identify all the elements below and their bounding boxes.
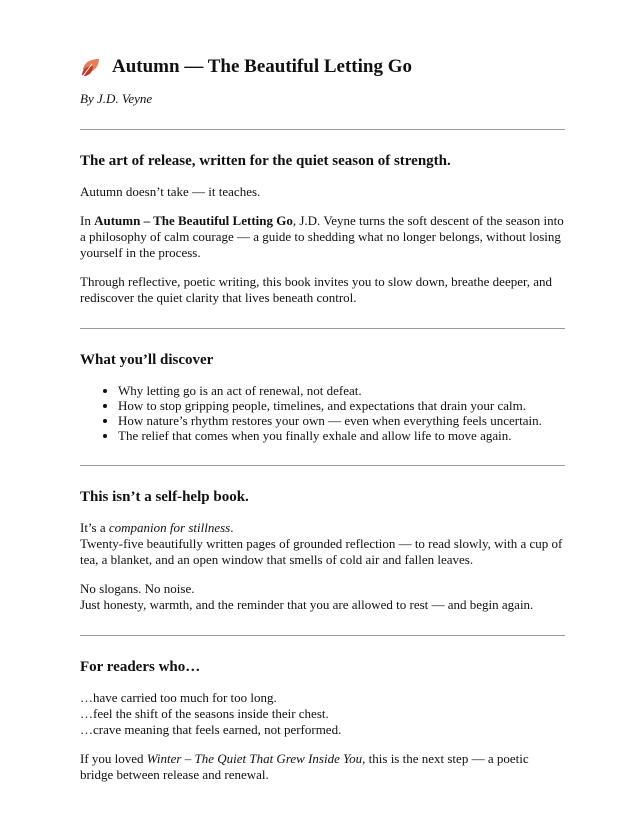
not-self-help-heading: This isn’t a self-help book. xyxy=(80,489,249,505)
stillness-prefix: It’s a xyxy=(80,520,109,535)
divider xyxy=(80,328,565,329)
readers-lines xyxy=(80,690,565,738)
divider xyxy=(80,465,565,466)
discover-list xyxy=(80,383,565,443)
stillness-emphasis: companion for stillness xyxy=(108,520,231,535)
list-item: • How to stop gripping people, timelines, and expectations that drain your calm. xyxy=(118,398,565,413)
not-self-help-section xyxy=(80,487,565,613)
book-title-winter: Winter – The Quiet That Grew Inside You xyxy=(146,751,363,766)
author-byline: By J.D. Veyne xyxy=(80,91,153,106)
divider xyxy=(80,635,565,636)
no-slogans-paragraph xyxy=(80,581,565,613)
list-item: • Why letting go is an act of renewal, not defeat. xyxy=(118,383,565,398)
title-row xyxy=(80,52,565,82)
list-item: • The relief that comes when you finally exhale and allow life to move again. xyxy=(118,428,565,443)
intro-p2-rest: , J.D. Veyne turns the soft descent of the season into a philosophy of calm courage — a guide to shedding what no longer belongs, without losing yourself in the process. xyxy=(80,213,564,260)
intro-p2-prefix: In xyxy=(80,213,95,228)
page-title: Autumn — The Beautiful Letting Go xyxy=(112,56,412,77)
intro-heading: The art of release, written for the quiet season of strength. xyxy=(80,153,451,169)
pages-description: Twenty-five beautifully written pages of grounded reflection — to read slowly, with a cup of tea, a blanket, and an open window that smells of cold air and fallen leaves. xyxy=(80,536,563,567)
closing-prefix: If you loved xyxy=(80,751,147,766)
honesty-line: Just honesty, warmth, and the reminder that you are allowed to rest — and begin again. xyxy=(80,597,534,612)
discover-heading: What you’ll discover xyxy=(80,352,214,368)
stillness-suffix: . xyxy=(230,520,234,535)
document-content xyxy=(80,52,565,783)
no-slogans-line: No slogans. No noise. xyxy=(80,581,195,596)
readers-heading: For readers who… xyxy=(80,659,201,675)
list-item: • How nature’s rhythm restores your own — even when everything feels uncertain. xyxy=(118,413,565,428)
intro-section xyxy=(80,151,565,306)
closing-rest: , this is the next step — a poetic bridge between release and renewal. xyxy=(80,751,529,782)
intro-paragraph-1: Autumn doesn’t take — it teaches. xyxy=(80,184,261,199)
readers-section xyxy=(80,657,565,783)
intro-paragraph-3: Through reflective, poetic writing, this book invites you to slow down, breathe deeper, and rediscover the quiet clarity that lives beneath control. xyxy=(80,274,553,305)
divider xyxy=(80,129,565,130)
autumn-leaf-icon xyxy=(80,56,102,78)
reader-line: …feel the shift of the seasons inside their chest. xyxy=(80,706,329,721)
closing-paragraph xyxy=(80,751,565,783)
intro-paragraph-2 xyxy=(80,213,565,261)
discover-section xyxy=(80,350,565,443)
reader-line: …have carried too much for too long. xyxy=(80,690,277,705)
reader-line: …crave meaning that feels earned, not performed. xyxy=(80,722,342,737)
stillness-paragraph xyxy=(80,520,565,568)
book-title-autumn: Autumn – The Beautiful Letting Go xyxy=(94,213,293,228)
